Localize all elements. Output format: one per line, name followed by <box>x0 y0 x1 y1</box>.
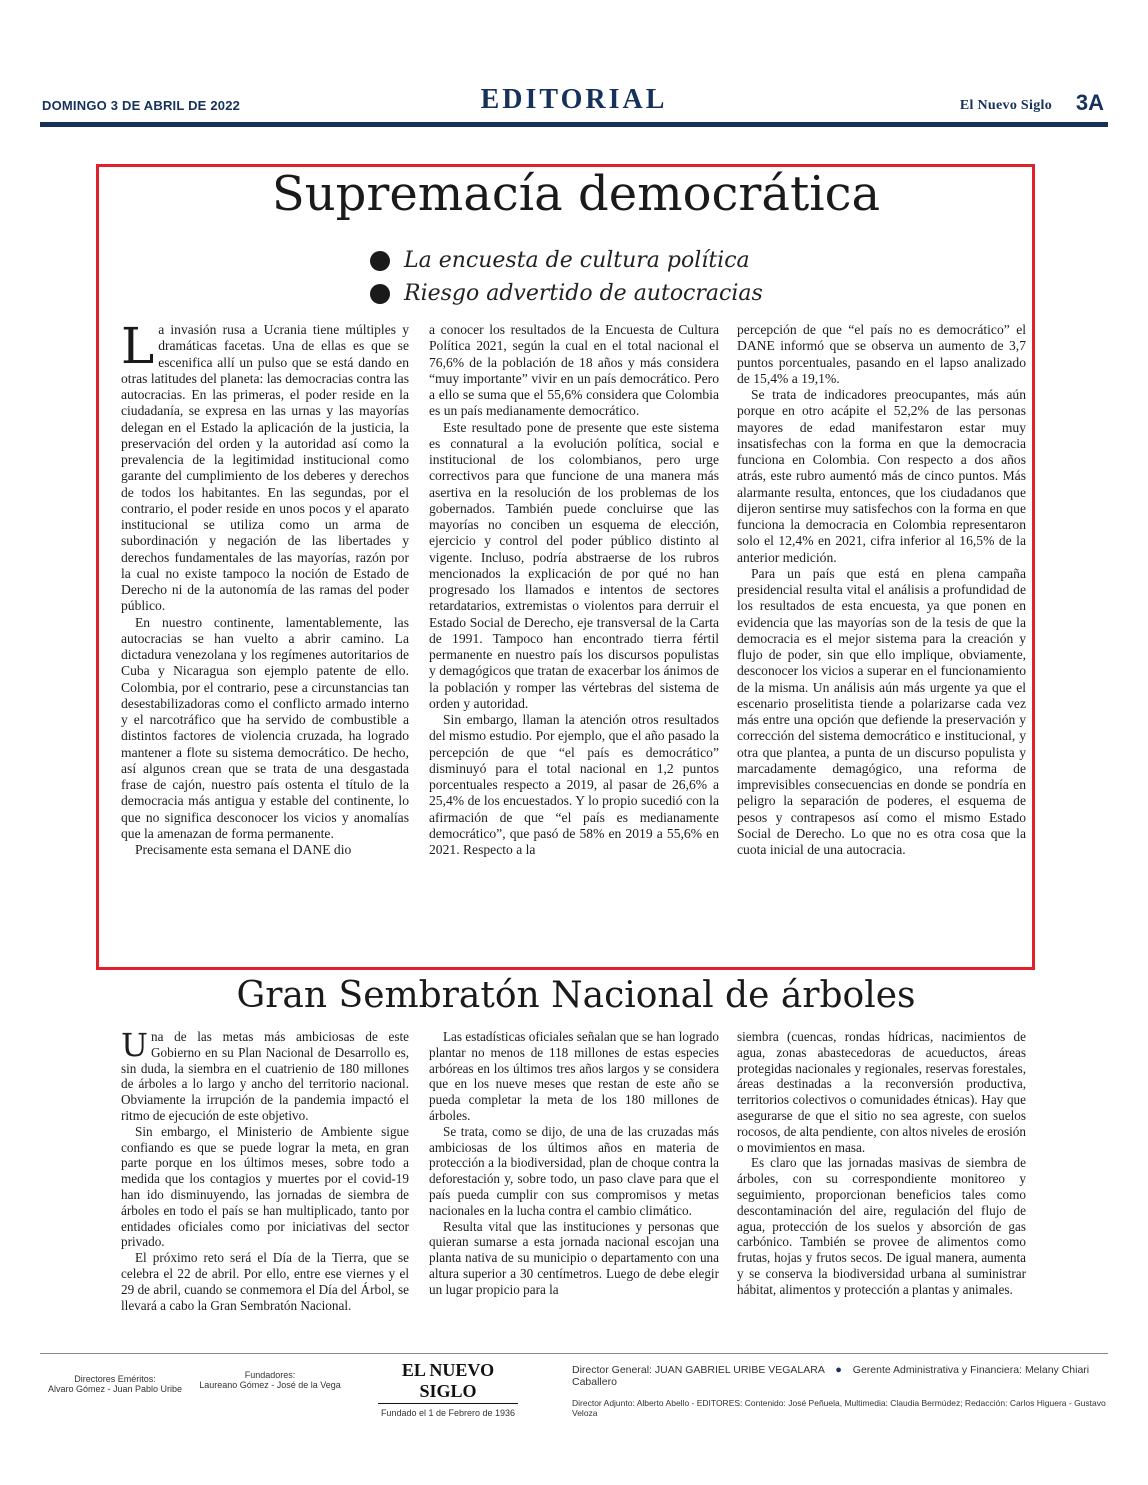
page-header <box>40 84 1108 130</box>
issue-date: DOMINGO 3 DE ABRIL DE 2022 <box>42 98 241 113</box>
paragraph: Sin embargo, el Ministerio de Ambiente sigue confiando es que se puede lograr la meta, en gran parte porque en los últimos meses, sobre todo a medida que los contagios y muertes por el covid-19 han ido disminuyendo, las jornadas de siembra de árboles en todo el país se han multiplicado, tanto por entidades oficiales como por iniciativas del sector privado. <box>121 1123 409 1250</box>
emeritus-names: Alvaro Gómez - Juan Pablo Uribe <box>47 1384 183 1394</box>
bullet-dot-icon <box>370 251 390 271</box>
paragraph: Es claro que las jornadas masivas de siembra de árboles, con su correspondiente monitoreo y seguimiento, proporcionan beneficios tales como descontaminación del aire, regulación del flujo de agua, protección de los suelos y absorción de gas carbónico. También se provee de alimentos como frutas, hojas y frutos secos. De igual manera, aumenta y se conserva la biodiversidad urbana al suministrar hábitat, alimentos y protección a plantas y animales. <box>737 1155 1026 1297</box>
bullet-item <box>370 244 763 277</box>
paragraph: Resulta vital que las instituciones y personas que quieran sumarse a esta jornada nacional escojan una planta nativa de su municipio o departamento con una altura superior a 30 centímetros. Luego de debe elegir un lugar propicio para la <box>429 1218 719 1297</box>
page-number: 3A <box>1075 90 1104 115</box>
editors-line: Director Adjunto: Alberto Abello - EDITORES: Contenido: José Peñuela, Multimedia: Claudia Bermúdez; Redacción: Carlos Higuera - Gustavo Veloza <box>572 1398 1106 1418</box>
paragraph: Precisamente esta semana el DANE dio <box>135 842 352 857</box>
second-article-column-1 <box>121 1026 409 1313</box>
bullet-text: La encuesta de cultura política <box>404 248 750 273</box>
second-article-column-3 <box>737 1029 1026 1298</box>
general-manager: Gerente Administrativa y Financiera: Melany Chiari Caballero <box>572 1364 1090 1388</box>
bullet-dot-icon <box>370 284 390 304</box>
founders-label: Fundadores: <box>244 1370 296 1380</box>
founders <box>190 1370 350 1390</box>
masthead-brand: El Nuevo Siglo <box>959 98 1052 113</box>
paragraph: Sin embargo, llaman la atención otros resultados del mismo estudio. Por ejemplo, que el año pasado la percepción de que “el país es democrático” disminuyó para el total nacional en 1,2 puntos porcentuales respecto a 2019, al pasar de 26,6% a 25,4% de los encuestados. Y lo propio sucedió con la afirmación de que “el país es medianamente democrático”, que pasó de 58% en 2019 a 55,6% en 2021. Respecto a la <box>429 712 719 857</box>
staff-credits <box>572 1364 1108 1418</box>
page-footer <box>40 1360 1108 1418</box>
paragraph: En nuestro continente, lamentablemente, las autocracias se han vuelto a abrir camino. La dictadura venezolana y los regímenes autoritarios de Cuba y Nicaragua son ejemplo patente de ello. Colombia, por el contrario, pese a circunstancias tan desestabilizadoras como el conflicto armado interno y el narcotráfico que ha servido de combustible a distintos factores de violencia cruzada, ha logrado mantener a flote su sistema democrático. De hecho, así algunos crean que se trata de una desgastada frase de cajón, nuestro país ostenta el título de la democracia más antigua y estable del continente, lo que no significa desconocer los vicios y anomalías que la amenazan de forma permanente. <box>121 614 409 841</box>
footer-logo <box>378 1360 518 1418</box>
article-column-1 <box>121 317 409 858</box>
paragraph: Se trata, como se dijo, de una de las cruzadas más ambiciosas de los últimos años en materia de protección a la biodiversidad, plan de choque contra la deforestación y, sobre todo, un paso clave para que el país pueda cumplir con sus compromisos y metas nacionales en la lucha contra el cambio climático. <box>429 1123 719 1218</box>
article-bullets <box>370 244 763 310</box>
header-rule <box>40 122 1108 127</box>
paragraph: percepción de que “el país no es democrático” el DANE informó que se observa un aumento de 3,7 puntos porcentuales, pasando en el lapso analizado de 15,4% a 19,1%. <box>737 322 1026 386</box>
founders-names: Laureano Gómez - José de la Vega <box>199 1380 341 1390</box>
paragraph: El próximo reto será el Día de la Tierra, que se celebra el 22 de abril. Por ello, entre ese viernes y el 29 de abril, cuando se conmemora el Día del Árbol, se llevará a cabo la Gran Sembratón Nacional. <box>121 1250 409 1313</box>
article-title: Supremacía democrática <box>271 166 881 222</box>
emeritus-directors <box>40 1374 190 1394</box>
article-column-3 <box>737 322 1026 858</box>
bullet-text: Riesgo advertido de autocracias <box>404 281 763 306</box>
emeritus-label: Directores Eméritos: <box>74 1374 156 1384</box>
logo-text: EL NUEVO SIGLO <box>378 1360 518 1404</box>
founded-date: Fundado el 1 de Febrero de 1936 <box>380 1408 516 1418</box>
dropcap: U <box>121 1026 148 1064</box>
paragraph: Para un país que está en plena campaña presidencial resulta vital el análisis a profundidad de los resultados de esta encuesta, ya que ponen en evidencia que las mayorías son de la tesis de que la democracia es el mejor sistema para la creación y flujo de poder, sin que ello implique, obviamente, desconocer los vicios a superar en el funcionamiento de la misma. Un análisis aún más urgente ya que el escenario proselitista tiende a polarizarse cada vez más entre una opción que defiende la preservación y corrección del sistema democrático e institucional, y otra que plantea, a punta de un discurso populista y marcadamente demagógico, una reforma de imprevisibles consecuencias en donde se pondría en peligro la separación de poderes, el esquema de pesos y contrapesos así como el mismo Estado Social de Derecho. Lo que no es otra cosa que la cuota inicial de una autocracia. <box>737 565 1026 857</box>
paragraph: Este resultado pone de presente que este sistema es connatural a la evolución política, social e institucional de los colombianos, pero urge correctivos para que funcione de una manera más asertiva en la resolución de los problemas de los gobernados. También puede concluirse que las mayorías no conciben un esquema de elección, ejercicio y control del poder público distinto al vigente. Incluso, podría abstraerse de los rubros mencionados la explicación de por qué no han progresado los llamados e intentos de sectores retardatarios, extremistas o violentos para derruir el Estado Social de Derecho, eje transversal de la Carta de 1991. Tampoco han encontrado tierra fértil permanente en nuestro país los discursos populistas y demagógicos que tratan de exacerbar los ánimos de la población y romper las vértebras del sistema de orden y autoridad. <box>429 419 719 711</box>
dropcap: L <box>121 317 155 375</box>
paragraph: Una de las metas más ambiciosas de este Gobierno en su Plan Nacional de Desarrollo es, sin duda, la siembra en el cuatrienio de 180 millones de árboles a lo largo y ancho del territorio nacional. Obviamente la irrupción de la pandemia impactó el ritmo de ejecución de este objetivo. <box>121 1026 409 1123</box>
article-column-2 <box>429 322 719 858</box>
section-title: EDITORIAL <box>480 84 668 115</box>
paragraph: La invasión rusa a Ucrania tiene múltiples y dramáticas facetas. Una de ellas es que se escenifica allí un pulso que se está dando en otras latitudes del planeta: las democracias contra las autocracias. En las primeras, el poder reside en la ciudadanía, se expresa en las urnas y las mayorías delegan en el Estado la aplicación de la justicia, la preservación del orden y la autoridad así como la prevalencia de la legitimidad institucional como garante del cumplimiento de los deberes y derechos de todos los habitantes. En las segundas, por el contrario, el poder reside en unos pocos y el aparato institucional se utiliza como un arma de subordinación y negación de las libertades y derechos fundamentales de las mayorías, razón por la cual no existe tampoco la noción de Estado de Derecho ni de la autonomía de las ramas del poder público. <box>121 317 409 614</box>
separator-dot-icon: ● <box>835 1364 842 1376</box>
paragraph: Las estadísticas oficiales señalan que se han logrado plantar no menos de 118 millones de estas especies arbóreas en los últimos tres años largos y se considera que en los nueve meses que restan de este año se pueda completar la meta de los 180 millones de árboles. <box>429 1029 719 1123</box>
second-article-title: Gran Sembratón Nacional de árboles <box>236 975 916 1016</box>
footer-rule <box>40 1353 1108 1354</box>
second-article-column-2 <box>429 1029 719 1298</box>
paragraph: Se trata de indicadores preocupantes, más aún porque en otro acápite el 52,2% de las personas mayores de edad manifestaron estar muy insatisfechas con la forma en que la democracia funciona en Colombia. Con respecto a dos años atrás, este rubro aumentó más de cinco puntos. Más alarmante resulta, entonces, que los ciudadanos que dijeron sentirse muy satisfechos con la forma en que funciona la democracia en Colombia representaron solo el 12,4% en 2021, cifra inferior al 16,5% de la anterior medición. <box>737 387 1026 565</box>
director-general: Director General: JUAN GABRIEL URIBE VEGALARA <box>572 1364 825 1376</box>
paragraph: a conocer los resultados de la Encuesta de Cultura Política 2021, según la cual en el total nacional el 76,6% de la población de 18 años y más considera “muy importante” vivir en un país democrático. Pero a ello se suma que el 55,6% considera que Colombia es un país medianamente democrático. <box>429 322 719 419</box>
paragraph: siembra (cuencas, rondas hídricas, nacimientos de agua, zonas abastecedoras de acueductos, áreas protegidas nacionales y regionales, reservas forestales, áreas destinadas a la reconversión productiva, territorios colectivos o comunidades étnicas). Hay que asegurarse de que el sitio no sea agreste, con suelos rocosos, de alta pendiente, con altos niveles de erosión o movimientos en masa. <box>737 1029 1026 1155</box>
bullet-item <box>370 277 763 310</box>
